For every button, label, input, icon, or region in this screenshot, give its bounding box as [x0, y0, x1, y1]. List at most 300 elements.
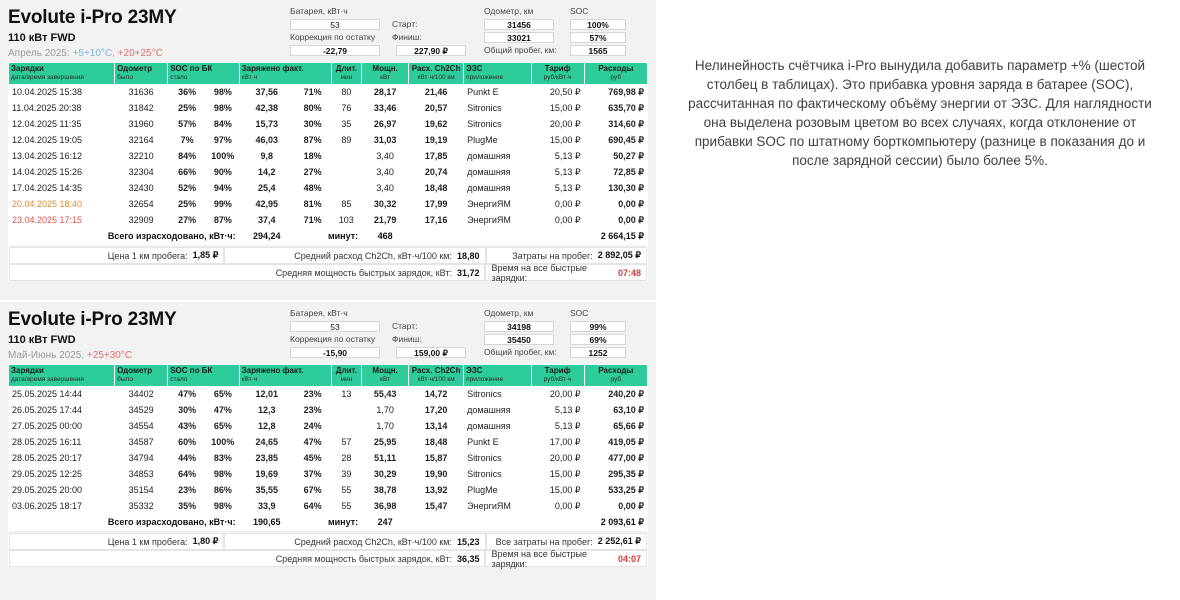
cell-duration: 89: [331, 133, 362, 149]
cell-odometer: 31842: [115, 101, 168, 117]
totals-kwh: 294,24: [239, 229, 294, 245]
cell-cost: 635,70 ₽: [584, 101, 647, 117]
col-date: Зарядки дата/время завершения: [9, 63, 115, 85]
soc-label-2: SOC: [570, 308, 589, 318]
cell-tariff: 5,13 ₽: [531, 403, 584, 419]
col-duration: Длит. мин: [331, 63, 362, 85]
cell-consumption: 17,16: [409, 213, 464, 229]
cell-cost: 533,25 ₽: [584, 483, 647, 499]
cell-charged-kwh: 12,01: [239, 387, 294, 403]
cell-tariff: 0,00 ₽: [531, 499, 584, 515]
cell-plus-percent: 45%: [294, 451, 331, 467]
table-row: [9, 197, 648, 213]
cell-station: Sitronics: [464, 117, 531, 133]
totals-minutes: 247: [362, 515, 409, 531]
table-row: [9, 213, 648, 229]
cell-soc-after: 99%: [206, 197, 239, 213]
header-metrics-2: [290, 308, 656, 360]
cell-tariff: 15,00 ₽: [531, 483, 584, 499]
cell-station: Punkt E: [464, 435, 531, 451]
cell-soc-after: 83%: [206, 451, 239, 467]
cell-charged-kwh: 37,4: [239, 213, 294, 229]
cell-date: 13.04.2025 16:12: [9, 149, 115, 165]
cell-cost: 72,85 ₽: [584, 165, 647, 181]
cell-soc-after: 84%: [206, 117, 239, 133]
cell-plus-percent: 23%: [294, 387, 331, 403]
vehicle-spec-2: 110 кВт FWD: [8, 334, 76, 346]
cell-plus-percent: 81%: [294, 197, 331, 213]
cell-station: домашняя: [464, 403, 531, 419]
col-cost-2: Расходы руб: [584, 365, 647, 387]
cell-consumption: 17,85: [409, 149, 464, 165]
brand-title-2: Evolute i-Pro 23MY: [8, 309, 177, 330]
cell-charged-kwh: 25,4: [239, 181, 294, 197]
panel-header: [8, 6, 648, 62]
cell-odometer: 35332: [115, 499, 168, 515]
report-panel-april: [0, 0, 656, 300]
cell-odometer: 32304: [115, 165, 168, 181]
cell-consumption: 13,14: [409, 419, 464, 435]
cell-cost: 240,20 ₽: [584, 387, 647, 403]
cell-power: 51,11: [362, 451, 409, 467]
period-temp-warm: +20+25°C: [117, 48, 163, 59]
finish-label: Финиш:: [392, 32, 422, 42]
col-consumption-2: Расх. Ch2Ch кВт·ч/100 км: [409, 365, 464, 387]
cell-station: домашняя: [464, 149, 531, 165]
cell-consumption: 15,87: [409, 451, 464, 467]
cell-plus-percent: 24%: [294, 419, 331, 435]
cell-plus-percent: 48%: [294, 181, 331, 197]
period-temp-cold: +5+10°C,: [72, 48, 118, 59]
cell-tariff: 15,00 ₽: [531, 133, 584, 149]
cell-tariff: 20,00 ₽: [531, 451, 584, 467]
cell-duration: [331, 403, 362, 419]
cell-duration: 57: [331, 435, 362, 451]
start-odometer: 31456: [484, 19, 554, 30]
cell-tariff: 20,50 ₽: [531, 85, 584, 101]
avg-consumption-label-2: Средний расход Ch2Ch, кВт·ч/100 км:: [294, 536, 452, 547]
trip-cost-value: 2 892,05 ₽: [597, 250, 641, 260]
totals-spacer: [409, 515, 585, 531]
cell-soc-after: 98%: [206, 101, 239, 117]
cell-soc-before: 43%: [168, 419, 207, 435]
cell-charged-kwh: 33,9: [239, 499, 294, 515]
cell-charged-kwh: 12,3: [239, 403, 294, 419]
cell-consumption: 21,46: [409, 85, 464, 101]
cell-soc-after: 98%: [206, 467, 239, 483]
total-mileage-label: Общий пробег, км:: [484, 45, 557, 55]
cell-odometer: 32909: [115, 213, 168, 229]
col-tariff: Тариф руб/кВт·ч: [531, 63, 584, 85]
cell-consumption: 18,48: [409, 435, 464, 451]
cell-plus-percent: 27%: [294, 165, 331, 181]
cell-date: 29.05.2025 20:00: [9, 483, 115, 499]
avg-consumption-value: 18,80: [456, 250, 480, 261]
cell-soc-after: 90%: [206, 165, 239, 181]
cell-power: 55,43: [362, 387, 409, 403]
cell-cost: 314,60 ₽: [584, 117, 647, 133]
cell-duration: 85: [331, 197, 362, 213]
cell-consumption: 13,92: [409, 483, 464, 499]
battery-value-2: 53: [290, 321, 380, 332]
table-row: [9, 85, 648, 101]
cell-soc-after: 98%: [206, 499, 239, 515]
cell-date: 12.04.2025 11:35: [9, 117, 115, 133]
cell-charged-kwh: 42,95: [239, 197, 294, 213]
table-row: [9, 165, 648, 181]
cell-station: ЭнергиЯМ: [464, 499, 531, 515]
cell-consumption: 15,47: [409, 499, 464, 515]
correction-label: Коррекция по остатку: [290, 32, 376, 42]
cell-soc-before: 84%: [168, 149, 207, 165]
start-soc-2: 99%: [570, 321, 626, 332]
cell-plus-percent: 23%: [294, 403, 331, 419]
cell-odometer: 34794: [115, 451, 168, 467]
cell-power: 1,70: [362, 419, 409, 435]
cell-odometer: 31960: [115, 117, 168, 133]
totals-spacer: [409, 229, 585, 245]
cell-charged-kwh: 42,38: [239, 101, 294, 117]
cell-date: 28.05.2025 16:11: [9, 435, 115, 451]
finish-soc-2: 69%: [570, 334, 626, 345]
cell-soc-after: 97%: [206, 133, 239, 149]
table-row: [9, 117, 648, 133]
cell-power: 31,03: [362, 133, 409, 149]
trip-cost-label-2: Все затраты на пробег:: [495, 536, 593, 547]
cell-cost: 65,66 ₽: [584, 419, 647, 435]
cell-power: 30,32: [362, 197, 409, 213]
cell-cost: 50,27 ₽: [584, 149, 647, 165]
table-row: [9, 181, 648, 197]
cell-charged-kwh: 9,8: [239, 149, 294, 165]
cell-station: PlugMe: [464, 483, 531, 499]
fast-time-label-2: Время на все быстрые зарядки:: [491, 548, 587, 569]
cell-duration: [331, 149, 362, 165]
battery-label: Батарея, кВт·ч: [290, 6, 348, 16]
table-row: [9, 149, 648, 165]
period-label-2: Май-Июнь 2025,: [8, 350, 87, 361]
table-row: [9, 419, 648, 435]
cell-plus-percent: 47%: [294, 435, 331, 451]
table-row: [9, 387, 648, 403]
cell-station: PlugMe: [464, 133, 531, 149]
col-cost: Расходы руб: [584, 63, 647, 85]
cell-plus-percent: 67%: [294, 483, 331, 499]
price-per-km-label: Цена 1 км пробега:: [107, 250, 188, 261]
cell-soc-after: 47%: [206, 403, 239, 419]
table-row: [9, 451, 648, 467]
cell-date: 03.06.2025 18:17: [9, 499, 115, 515]
cell-date: 25.05.2025 14:44: [9, 387, 115, 403]
cell-soc-before: 44%: [168, 451, 207, 467]
totals-minutes-label: минут:: [294, 515, 361, 531]
cell-power: 28,17: [362, 85, 409, 101]
cell-duration: 39: [331, 467, 362, 483]
cell-duration: 13: [331, 387, 362, 403]
col-station-2: ЭЗС приложение: [464, 365, 531, 387]
totals-cost: 2 093,61 ₽: [584, 515, 647, 531]
cell-soc-after: 100%: [206, 435, 239, 451]
finish-odometer-2: 35450: [484, 334, 554, 345]
cell-date: 29.05.2025 12:25: [9, 467, 115, 483]
cell-charged-kwh: 12,8: [239, 419, 294, 435]
cell-odometer: 34554: [115, 419, 168, 435]
cell-soc-after: 98%: [206, 85, 239, 101]
cell-consumption: 20,74: [409, 165, 464, 181]
cell-odometer: 32654: [115, 197, 168, 213]
cell-plus-percent: 87%: [294, 133, 331, 149]
total-mileage-value-2: 1252: [570, 347, 626, 358]
cell-station: Sitronics: [464, 451, 531, 467]
totals-minutes-label: минут:: [294, 229, 361, 245]
cell-cost: 477,00 ₽: [584, 451, 647, 467]
fast-power-label: Средняя мощность быстрых зарядок, кВт:: [275, 267, 452, 278]
cell-odometer: 32210: [115, 149, 168, 165]
cell-odometer: 32164: [115, 133, 168, 149]
soc-label: SOC: [570, 6, 589, 16]
cell-date: 20.04.2025 18:40: [9, 197, 115, 213]
cell-soc-after: 86%: [206, 483, 239, 499]
cell-date: 11.04.2025 20:38: [9, 101, 115, 117]
cell-tariff: 20,00 ₽: [531, 387, 584, 403]
cell-soc-before: 52%: [168, 181, 207, 197]
cell-power: 3,40: [362, 165, 409, 181]
panel1-footer: [8, 247, 648, 281]
price-per-km-value: 1,85 ₽: [192, 250, 219, 260]
table-row: [9, 403, 648, 419]
cell-tariff: 0,00 ₽: [531, 213, 584, 229]
cell-cost: 295,35 ₽: [584, 467, 647, 483]
cell-station: Sitronics: [464, 467, 531, 483]
cell-soc-before: 35%: [168, 499, 207, 515]
cell-odometer: 35154: [115, 483, 168, 499]
cell-soc-before: 7%: [168, 133, 207, 149]
cell-consumption: 17,99: [409, 197, 464, 213]
totals-row: [9, 229, 648, 245]
cell-consumption: 17,20: [409, 403, 464, 419]
totals-label: Всего израсходовано, кВт·ч:: [9, 515, 240, 531]
cell-tariff: 15,00 ₽: [531, 101, 584, 117]
explanatory-note: Нелинейность счётчика i-Pro вынудила добавить параметр +% (шестой столбец в таблицах). Это прибавка уровня заряда в батарее (SOC), рассчитанная по фактическому объёму энергии от ЭЗС. Для наглядности она выделена розовым цветом во всех случаях, когда отклонение от прибавки SOC по штатному борткомпьютеру (разнице в показания до и после зарядной сессии) было более 5%.: [688, 58, 1152, 168]
cell-odometer: 32430: [115, 181, 168, 197]
start-soc: 100%: [570, 19, 626, 30]
cell-station: ЭнергиЯМ: [464, 213, 531, 229]
header-metrics: [290, 6, 656, 58]
avg-consumption-value-2: 15,23: [456, 536, 480, 547]
cell-soc-before: 60%: [168, 435, 207, 451]
price-per-km-value-2: 1,80 ₽: [192, 536, 219, 546]
cell-date: 23.04.2025 17:15: [9, 213, 115, 229]
total-mileage-value: 1565: [570, 45, 626, 56]
battery-label-2: Батарея, кВт·ч: [290, 308, 348, 318]
cell-duration: 55: [331, 499, 362, 515]
cell-date: 17.04.2025 14:35: [9, 181, 115, 197]
cell-power: 21,79: [362, 213, 409, 229]
cell-date: 10.04.2025 15:38: [9, 85, 115, 101]
cell-station: домашняя: [464, 181, 531, 197]
start-label: Старт:: [392, 19, 418, 29]
cell-power: 30,29: [362, 467, 409, 483]
cell-charged-kwh: 37,56: [239, 85, 294, 101]
cell-plus-percent: 37%: [294, 467, 331, 483]
col-soc-bk: SOC по БК стало: [168, 63, 239, 85]
report-panel-may-june: [0, 302, 656, 600]
col-charged-2: Заряжено факт. кВт·ч: [239, 365, 331, 387]
avg-consumption-label: Средний расход Ch2Ch, кВт·ч/100 км:: [294, 250, 452, 261]
col-date-2: Зарядки дата/время завершения: [9, 365, 115, 387]
table-row: [9, 483, 648, 499]
cell-odometer: 34402: [115, 387, 168, 403]
cell-soc-before: 57%: [168, 117, 207, 133]
cell-soc-after: 65%: [206, 419, 239, 435]
cell-date: 28.05.2025 20:17: [9, 451, 115, 467]
col-power-2: Мощн. кВт: [362, 365, 409, 387]
odometer-label-2: Одометр, км: [484, 308, 534, 318]
col-soc-bk-2: SOC по БК стало: [168, 365, 239, 387]
cell-plus-percent: 80%: [294, 101, 331, 117]
cell-odometer: 34853: [115, 467, 168, 483]
col-consumption: Расх. Ch2Ch кВт·ч/100 км: [409, 63, 464, 85]
cell-tariff: 15,00 ₽: [531, 467, 584, 483]
panel2-footer: [8, 533, 648, 567]
cell-tariff: 20,00 ₽: [531, 117, 584, 133]
cell-soc-after: 100%: [206, 149, 239, 165]
fast-power-value-2: 36,35: [456, 553, 480, 564]
fast-time-label: Время на все быстрые зарядки:: [491, 262, 587, 283]
cell-tariff: 5,13 ₽: [531, 181, 584, 197]
cell-charged-kwh: 23,85: [239, 451, 294, 467]
cell-tariff: 5,13 ₽: [531, 149, 584, 165]
cell-duration: 35: [331, 117, 362, 133]
total-mileage-label-2: Общий пробег, км:: [484, 347, 557, 357]
finish-odometer: 33021: [484, 32, 554, 43]
period-temp-warm-2: +25+30°C: [86, 350, 133, 361]
cell-soc-before: 25%: [168, 197, 207, 213]
cell-soc-before: 47%: [168, 387, 207, 403]
col-charged: Заряжено факт. кВт·ч: [239, 63, 331, 85]
totals-minutes: 468: [362, 229, 409, 245]
cell-plus-percent: 71%: [294, 213, 331, 229]
cell-date: 14.04.2025 15:26: [9, 165, 115, 181]
cell-duration: 103: [331, 213, 362, 229]
cell-cost: 130,30 ₽: [584, 181, 647, 197]
cell-plus-percent: 71%: [294, 85, 331, 101]
cell-consumption: 19,62: [409, 117, 464, 133]
brand-title: Evolute i-Pro 23MY: [8, 7, 177, 28]
cell-duration: [331, 181, 362, 197]
cell-consumption: 14,72: [409, 387, 464, 403]
fast-power-value: 31,72: [456, 267, 480, 278]
cell-tariff: 0,00 ₽: [531, 197, 584, 213]
col-power: Мощн. кВт: [362, 63, 409, 85]
cell-duration: 28: [331, 451, 362, 467]
price-per-km-label-2: Цена 1 км пробега:: [107, 536, 188, 547]
cell-consumption: 19,19: [409, 133, 464, 149]
finish-label-2: Финиш:: [392, 334, 422, 344]
cell-date: 12.04.2025 19:05: [9, 133, 115, 149]
correction-kwh: -22,79: [290, 45, 380, 56]
cell-duration: 55: [331, 483, 362, 499]
table-header-row-2: [9, 365, 648, 387]
table-row: [9, 435, 648, 451]
col-odometer: Одометр было: [115, 63, 168, 85]
cell-cost: 690,45 ₽: [584, 133, 647, 149]
totals-label: Всего израсходовано, кВт·ч:: [9, 229, 240, 245]
cell-odometer: 34587: [115, 435, 168, 451]
totals-cost: 2 664,15 ₽: [584, 229, 647, 245]
cell-power: 33,46: [362, 101, 409, 117]
charging-sessions-table-april: [8, 62, 648, 245]
trip-cost-value-2: 2 252,61 ₽: [597, 536, 641, 546]
cell-soc-before: 64%: [168, 467, 207, 483]
col-duration-2: Длит. мин: [331, 365, 362, 387]
cell-soc-after: 94%: [206, 181, 239, 197]
cell-charged-kwh: 24,65: [239, 435, 294, 451]
correction-rub-2: 159,00 ₽: [396, 347, 466, 358]
cell-power: 38,78: [362, 483, 409, 499]
fast-time-value-2: 04:07: [617, 553, 641, 564]
finish-soc: 57%: [570, 32, 626, 43]
table-header-row: [9, 63, 648, 85]
cell-duration: 76: [331, 101, 362, 117]
cell-soc-before: 30%: [168, 403, 207, 419]
cell-charged-kwh: 14,2: [239, 165, 294, 181]
cell-cost: 769,98 ₽: [584, 85, 647, 101]
cell-soc-after: 65%: [206, 387, 239, 403]
cell-station: Sitronics: [464, 101, 531, 117]
panel-header-2: [8, 308, 648, 364]
cell-cost: 419,05 ₽: [584, 435, 647, 451]
table-row: [9, 101, 648, 117]
odometer-label: Одометр, км: [484, 6, 534, 16]
cell-cost: 63,10 ₽: [584, 403, 647, 419]
cell-consumption: 20,57: [409, 101, 464, 117]
cell-date: 27.05.2025 00:00: [9, 419, 115, 435]
cell-plus-percent: 30%: [294, 117, 331, 133]
cell-consumption: 18,48: [409, 181, 464, 197]
cell-station: домашняя: [464, 419, 531, 435]
cell-date: 26.05.2025 17:44: [9, 403, 115, 419]
cell-station: Punkt E: [464, 85, 531, 101]
battery-value: 53: [290, 19, 380, 30]
cell-duration: 80: [331, 85, 362, 101]
cell-soc-before: 27%: [168, 213, 207, 229]
cell-plus-percent: 64%: [294, 499, 331, 515]
cell-power: 36,98: [362, 499, 409, 515]
cell-tariff: 17,00 ₽: [531, 435, 584, 451]
period-label: Апрель 2025:: [8, 48, 73, 59]
cell-soc-before: 36%: [168, 85, 207, 101]
totals-kwh: 190,65: [239, 515, 294, 531]
cell-power: 3,40: [362, 181, 409, 197]
cell-soc-before: 25%: [168, 101, 207, 117]
cell-tariff: 5,13 ₽: [531, 165, 584, 181]
start-label-2: Старт:: [392, 321, 418, 331]
col-tariff-2: Тариф руб/кВт·ч: [531, 365, 584, 387]
correction-label-2: Коррекция по остатку: [290, 334, 376, 344]
cell-consumption: 19,90: [409, 467, 464, 483]
cell-charged-kwh: 15,73: [239, 117, 294, 133]
cell-power: 26,97: [362, 117, 409, 133]
table-row: [9, 499, 648, 515]
correction-rub: 227,90 ₽: [396, 45, 466, 56]
cell-cost: 0,00 ₽: [584, 213, 647, 229]
cell-power: 25,95: [362, 435, 409, 451]
col-station: ЭЗС приложение: [464, 63, 531, 85]
cell-cost: 0,00 ₽: [584, 197, 647, 213]
fast-time-value: 07:48: [617, 267, 641, 278]
trip-cost-label: Затраты на пробег:: [512, 250, 593, 261]
